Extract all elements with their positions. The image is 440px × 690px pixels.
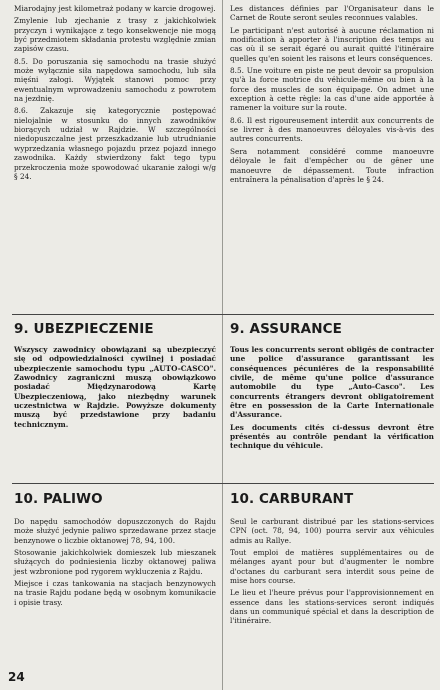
section-heading: 10. CARBURANT (230, 491, 354, 507)
paragraph: Miarodajny jest kilometraż podany w karcie drogowej. (14, 4, 216, 13)
section9-french (230, 321, 434, 454)
paragraph: Miejsce i czas tankowania na stacjach benzynowych na trasie Rajdu podane będą w osobnym komunikacie i opisie trasy. (14, 579, 216, 607)
section9-polish (14, 321, 216, 432)
page-number: 24 (8, 670, 25, 684)
paragraph: 8.6. Zakazuje się kategorycznie postępować nielojalnie w stosunku do innych zawodników biorących udział w Rajdzie. W szczególności niedopuszczalne jest przeszkadzanie lub utrudnianie wyprzedzania własnego pojazdu przez pojazd innego zawodnika. Każdy stwierdzony fakt tego typu przekroczenia może spowodować ukaranie załogi w/g § 24. (14, 106, 216, 181)
paragraph: Les documents cités ci-dessus devront être présentés au contrôle pendant la vérification technique du véhicule. (230, 422, 434, 451)
column-divider (222, 0, 223, 690)
paragraph: Zmylenie lub zjechanie z trasy z jakichkolwiek przyczyn i wynikające z tego konsekwencje nie mogą być przedmiotem składania protestu względnie zmian zapisów czasu. (14, 16, 216, 54)
paragraph: Stosowanie jakichkolwiek domieszek lub mieszanek służących do podniesienia liczby oktanowej paliwa jest wzbronione pod rygorem wykluczenia z Rajdu. (14, 548, 216, 576)
paragraph: Le participant n'est autorisé à aucune réclamation ni modification à apporter à l'inscription des temps au cas où il se serait égaré ou aurait quitté l'itinéraire quelles qu'en soient les raisons et leurs conséquences. (230, 25, 434, 63)
paragraph: Le lieu et l'heure prévus pour l'approvisionnement en essence dans les stations-services seront indiqués dans un communiqué spécial et dans la description de l'itinéraire. (230, 588, 434, 626)
section-heading: 9. ASSURANCE (230, 321, 342, 337)
section8-french (230, 4, 434, 187)
paragraph: Tous les concurrents seront obligés de contracter une police d'assurance garantissant les conséquences pécuniéres de la responsabilité civile, de même qu'une police d'assurance automobile du type „Auto-Casco". Les concurrents étrangers devront obligatoirement être en possession de la Carte Internationale d'Assurance. (230, 345, 434, 420)
paragraph: 8.6. Il est rigoureusement interdit aux concurrents de se livrer à des manoeuvres déloyales vis-à-vis des autres concurrents. (230, 115, 434, 144)
paragraph: 8.5. Une voiture en piste ne peut devoir sa propulsion qu'à la force motrice du véhicule-même ou bien à la force des muscles de son équipage. On admet une exception à cette règle: la cas d'une aide apportée à ramener la voiture sur la route. (230, 66, 434, 113)
section10-polish (14, 491, 216, 610)
section-rule (12, 483, 434, 484)
section-rule (12, 314, 434, 315)
section-heading: 10. PALIWO (14, 491, 103, 507)
paragraph: Do napędu samochodów dopuszczonych do Rajdu może służyć jedynie paliwo sprzedawane przez stacje benzynowe o liczbie oktanowej 78, 94, 100. (14, 517, 216, 545)
paragraph: Sera notamment considéré comme manoeuvre déloyale le fait d'empêcher ou de gêner une manoeuvre de dépassement. Toute infraction entraînera la pénalisation d'après le § 24. (230, 146, 434, 184)
paragraph: Les distances définies par l'Organisateur dans le Carnet de Route seront seules reconnues valables. (230, 4, 434, 23)
paragraph: Wszyscy zawodnicy obowiązani są ubezpieczyć się od odpowiedzialności cywilnej i posiadać ubezpieczenie samochodu typu „AUTO-CASCO". Zawodnicy zagraniczni muszą obowiązkowo posiadać Międzynarodową Kartę Ubezpieczeniową, jako niezbędny warunek uczestnictwa w Rajdzie. Powyższe dokumenty muszą być przedstawione przy badaniu technicznym. (14, 345, 216, 429)
section8-polish (14, 4, 216, 184)
section10-french (230, 491, 434, 629)
paragraph: 8.5. Do poruszania się samochodu na trasie służyć może wyłącznie siła napędowa samochodu, lub siła mięśni załogi. Wyjątek stanowi pomoc przy ewentualnym wprowadzeniu samochodu z powrotem na jezdnię. (14, 56, 216, 104)
paragraph: Seul le carburant distribué par les stations-services CPN (oct. 78, 94, 100) pourra servir aux véhicules admis au Rallye. (230, 517, 434, 545)
paragraph: Tout emploi de matières supplémentaires ou de mélanges ayant pour but d'augmenter le nombre d'octanes du carburant sera interdit sous peine de mise hors course. (230, 548, 434, 586)
section-heading: 9. UBEZPIECZENIE (14, 321, 154, 337)
